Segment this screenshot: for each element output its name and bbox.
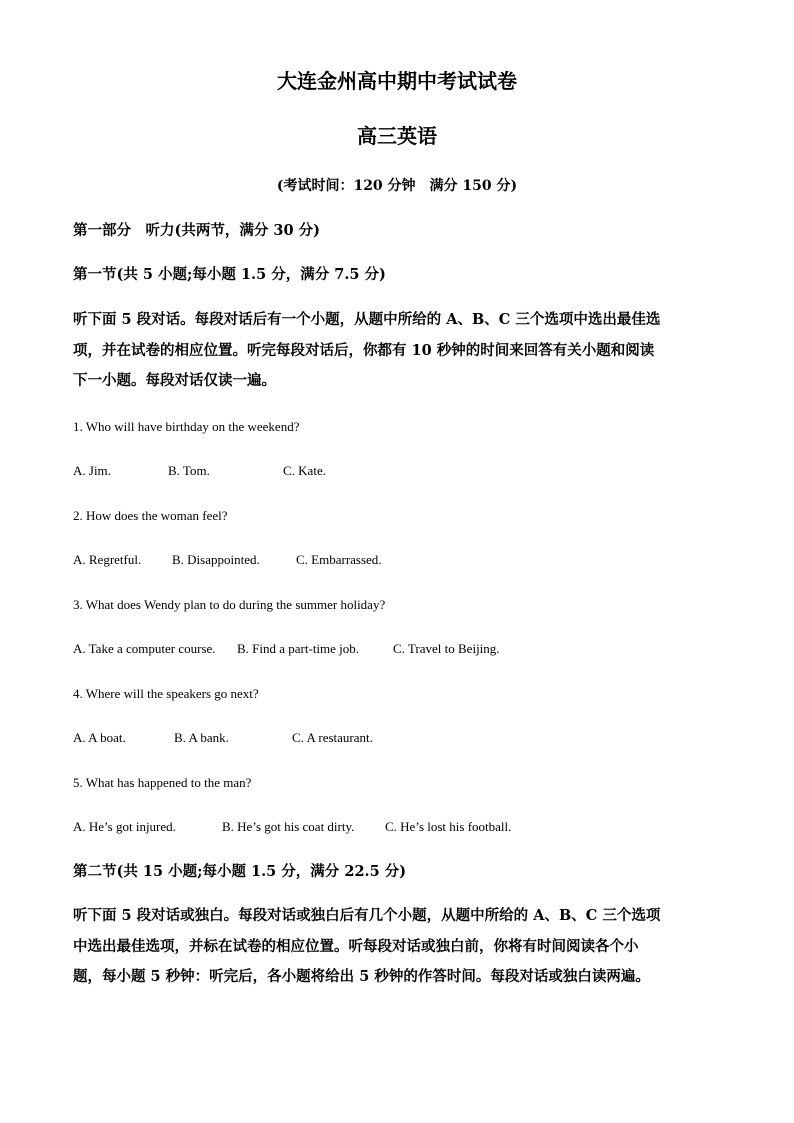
instruction-line: 项，并在试卷的相应位置。听完每段对话后，你都有 10 秒钟的时间来回答有关小题和阅读 bbox=[73, 341, 655, 359]
option-c: C. He’s lost his football. bbox=[385, 819, 512, 834]
option-a: A. A boat. bbox=[73, 730, 126, 745]
option-c: C. Travel to Beijing. bbox=[393, 641, 500, 656]
instruction-line: 中选出最佳选项，并标在试卷的相应位置。听每段对话或独白前，你将有时间阅读各个小 bbox=[73, 937, 639, 955]
option-c: C. A restaurant. bbox=[292, 730, 373, 745]
question-stem: 4. Where will the speakers go next? bbox=[73, 686, 259, 701]
part1-heading: 第一部分 听力(共两节，满分 30 分) bbox=[73, 222, 320, 239]
section1-instructions bbox=[73, 305, 723, 397]
option-a: A. Jim. bbox=[73, 463, 111, 478]
section2-instructions bbox=[73, 901, 723, 993]
option-c: C. Embarrassed. bbox=[296, 552, 382, 567]
option-a: A. Take a computer course. bbox=[73, 641, 216, 656]
option-b: B. A bank. bbox=[174, 730, 229, 745]
instruction-line: 听下面 5 段对话或独白。每段对话或独白后有几个小题，从题中所给的 A、B、C 三个选项 bbox=[73, 907, 661, 924]
question-stem: 5. What has happened to the man? bbox=[73, 775, 252, 790]
option-a: A. He’s got injured. bbox=[73, 819, 176, 834]
exam-title: 大连金州高中期中考试试卷 bbox=[277, 69, 517, 93]
question-stem: 1. Who will have birthday on the weekend? bbox=[73, 419, 300, 434]
section1-heading: 第一节(共 5 小题;每小题 1.5 分，满分 7.5 分) bbox=[73, 266, 386, 283]
instruction-line: 听下面 5 段对话。每段对话后有一个小题，从题中所给的 A、B、C 三个选项中选出最佳选 bbox=[73, 311, 661, 328]
question-stem: 3. What does Wendy plan to do during the summer holiday? bbox=[73, 597, 386, 612]
option-b: B. He’s got his coat dirty. bbox=[222, 819, 355, 834]
instruction-line: 下一小题。每段对话仅读一遍。 bbox=[73, 372, 276, 389]
option-b: B. Find a part-time job. bbox=[237, 641, 360, 656]
instruction-line: 题，每小题 5 秒钟：听完后，各小题将给出 5 秒钟的作答时间。每段对话或独白读两遍。 bbox=[73, 968, 650, 985]
option-b: B. Tom. bbox=[168, 463, 210, 478]
question-stem: 2. How does the woman feel? bbox=[73, 508, 228, 523]
option-b: B. Disappointed. bbox=[172, 552, 260, 567]
section2-heading: 第二节(共 15 小题;每小题 1.5 分，满分 22.5 分) bbox=[73, 863, 407, 880]
option-a: A. Regretful. bbox=[73, 552, 142, 567]
subject-title: 高三英语 bbox=[357, 124, 437, 148]
option-c: C. Kate. bbox=[283, 463, 326, 478]
exam-time-note: (考试时间：120 分钟 满分 150 分) bbox=[276, 178, 518, 194]
